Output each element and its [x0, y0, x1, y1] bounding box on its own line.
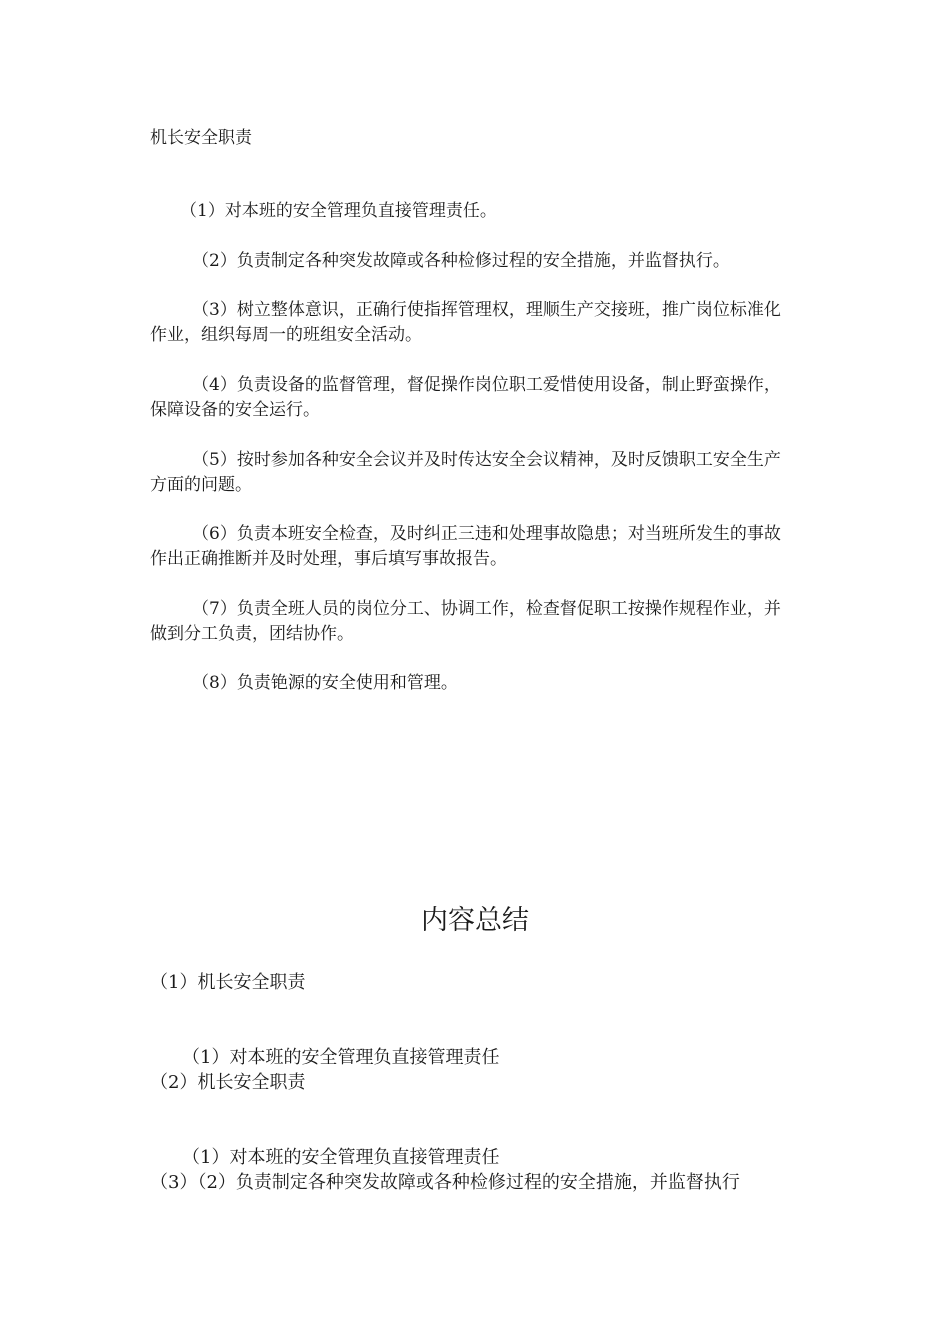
duty-paragraph-6 — [150, 522, 795, 572]
duty-paragraph-2 — [150, 249, 795, 274]
duty-paragraph-5 — [150, 448, 795, 498]
summary-item-1: （1）机长安全职责 — [150, 972, 306, 993]
duty-paragraph-8 — [150, 671, 795, 696]
duty-text: （7）负责全班人员的岗位分工、协调工作，检查督促职工按操作规程作业，并做到分工负责，团结协作。 — [150, 599, 781, 644]
duty-text: （8）负责铯源的安全使用和管理。 — [192, 673, 458, 693]
document-title: 机长安全职责 — [150, 128, 252, 148]
summary-item-4: （1）对本班的安全管理负直接管理责任 — [182, 1147, 500, 1168]
duty-text: （4）负责设备的监督管理，督促操作岗位职工爱惜使用设备，制止野蛮操作，保障设备的安全运行。 — [150, 375, 781, 420]
duty-text: （3）树立整体意识，正确行使指挥管理权，理顺生产交接班，推广岗位标准化作业，组织每周一的班组安全活动。 — [150, 300, 781, 345]
duty-paragraph-1 — [150, 199, 795, 224]
duty-text: （2）负责制定各种突发故障或各种检修过程的安全措施，并监督执行。 — [192, 251, 730, 271]
duty-text: （6）负责本班安全检查，及时纠正三违和处理事故隐患；对当班所发生的事故作出正确推断并及时处理，事后填写事故报告。 — [150, 524, 781, 569]
summary-item-3: （2）机长安全职责 — [150, 1072, 306, 1093]
summary-item-2: （1）对本班的安全管理负直接管理责任 — [182, 1047, 500, 1068]
duty-text: （5）按时参加各种安全会议并及时传达安全会议精神，及时反馈职工安全生产方面的问题。 — [150, 450, 781, 495]
summary-item-5: （3）（2）负责制定各种突发故障或各种检修过程的安全措施，并监督执行 — [150, 1172, 740, 1193]
duty-text: （1）对本班的安全管理负直接管理责任。 — [180, 201, 497, 221]
duty-paragraph-3 — [150, 298, 795, 348]
duty-paragraph-4 — [150, 373, 795, 423]
summary-title: 内容总结 — [421, 905, 529, 936]
duty-paragraph-7 — [150, 597, 795, 647]
